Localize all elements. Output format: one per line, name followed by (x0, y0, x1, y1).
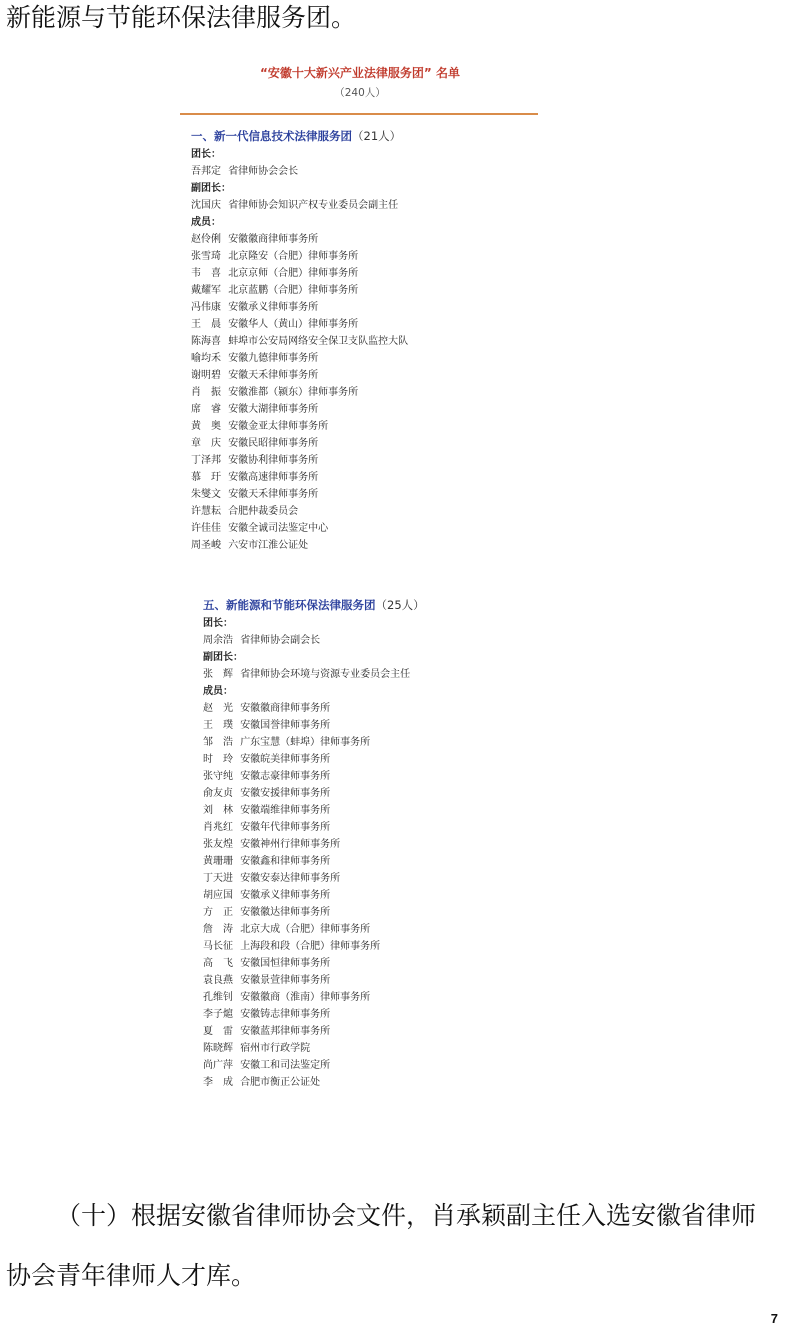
member-org: 安徽协利律师事务所 (228, 455, 319, 466)
member-name: 袁良燕 (203, 975, 233, 986)
member-org: 安徽志豪律师事务所 (240, 771, 331, 782)
member-entry (191, 248, 408, 265)
member-entry (203, 717, 425, 734)
member-name: 詹 涛 (203, 924, 233, 935)
member-org: 安徽九德律师事务所 (228, 353, 319, 364)
member-org: 安徽全诚司法鉴定中心 (228, 523, 329, 534)
member-name: 王 晨 (191, 319, 221, 330)
member-org: 安徽徽商（淮南）律师事务所 (240, 992, 371, 1003)
member-name: 喻均禾 (191, 353, 221, 364)
member-entry (203, 785, 425, 802)
deputy-label: 副团长： (191, 183, 231, 194)
deputy-entry: 沈国庆 省律师协会知识产权专业委员会副主任 (191, 200, 399, 211)
member-list (191, 231, 408, 554)
member-org: 安徽工和司法鉴定所 (240, 1060, 331, 1071)
member-entry (203, 972, 425, 989)
member-name: 席 睿 (191, 404, 221, 415)
member-entry (191, 231, 408, 248)
member-entry (203, 921, 425, 938)
member-entry (203, 938, 425, 955)
leader-label: 团长： (191, 149, 221, 160)
member-name: 尚广萍 (203, 1060, 233, 1071)
member-entry (191, 503, 408, 520)
member-name: 冯伟康 (191, 302, 221, 313)
member-entry (203, 734, 425, 751)
member-name: 韦 喜 (191, 268, 221, 279)
members-label: 成员： (191, 217, 221, 228)
member-name: 丁天进 (203, 873, 233, 884)
section-new-energy (203, 596, 425, 1091)
member-name: 许慧耘 (191, 506, 221, 517)
member-org: 安徽徽商律师事务所 (228, 234, 319, 245)
member-entry (191, 384, 408, 401)
deputy-label: 副团长： (203, 652, 243, 663)
member-org: 安徽鑫和律师事务所 (240, 856, 331, 867)
figure-total-count: （240人） (334, 87, 386, 99)
member-org: 六安市江淮公证处 (228, 540, 309, 551)
member-entry (191, 265, 408, 282)
member-org: 安徽安援律师事务所 (240, 788, 331, 799)
member-name: 马长征 (203, 941, 233, 952)
deputy-entry: 张 辉 省律师协会环境与资源专业委员会主任 (203, 669, 411, 680)
member-entry (191, 316, 408, 333)
member-name: 夏 雷 (203, 1026, 233, 1037)
member-name: 李 成 (203, 1077, 233, 1088)
member-name: 肖 振 (191, 387, 221, 398)
member-name: 周圣峻 (191, 540, 221, 551)
member-org: 安徽皖美律师事务所 (240, 754, 331, 765)
member-list (203, 700, 425, 1091)
member-entry (191, 537, 408, 554)
member-name: 张雪琦 (191, 251, 221, 262)
member-org: 北京京师（合肥）律师事务所 (228, 268, 359, 279)
member-entry (203, 700, 425, 717)
member-org: 安徽安泰达律师事务所 (240, 873, 341, 884)
member-org: 安徽蓝邦律师事务所 (240, 1026, 331, 1037)
member-name: 刘 林 (203, 805, 233, 816)
member-org: 安徽国恒律师事务所 (240, 958, 331, 969)
member-entry (203, 751, 425, 768)
member-entry (203, 989, 425, 1006)
member-name: 胡应国 (203, 890, 233, 901)
member-name: 许佳佳 (191, 523, 221, 534)
member-entry (203, 1040, 425, 1057)
member-org: 安徽华人（黄山）律师事务所 (228, 319, 359, 330)
section-info-tech (191, 127, 408, 554)
member-name: 孔维钊 (203, 992, 233, 1003)
figure-divider (180, 113, 538, 115)
member-name: 慕 玗 (191, 472, 221, 483)
member-entry (203, 836, 425, 853)
member-name: 陈晓辉 (203, 1043, 233, 1054)
member-org: 安徽承义律师事务所 (228, 302, 319, 313)
figure-title: “安徽十大新兴产业法律服务团” 名单 (260, 66, 460, 80)
member-org: 安徽淮都（颍东）律师事务所 (228, 387, 359, 398)
member-entry (191, 350, 408, 367)
member-org: 安徽徽达律师事务所 (240, 907, 331, 918)
member-entry (191, 299, 408, 316)
member-name: 时 玲 (203, 754, 233, 765)
leader-label: 团长： (203, 618, 233, 629)
member-org: 上海段和段（合肥）律师事务所 (240, 941, 381, 952)
member-name: 赵 光 (203, 703, 233, 714)
member-org: 蚌埠市公安局网络安全保卫支队监控大队 (228, 336, 409, 347)
member-entry (203, 853, 425, 870)
member-org: 安徽金亚太律师事务所 (228, 421, 329, 432)
member-org: 安徽大湖律师事务所 (228, 404, 319, 415)
member-entry (191, 418, 408, 435)
member-org: 北京大成（合肥）律师事务所 (240, 924, 371, 935)
member-entry (203, 955, 425, 972)
member-entry (203, 1057, 425, 1074)
member-name: 张友煌 (203, 839, 233, 850)
member-name: 俞友贞 (203, 788, 233, 799)
member-org: 广东宝慧（蚌埠）律师事务所 (240, 737, 371, 748)
member-entry (203, 887, 425, 904)
member-org: 安徽铸志律师事务所 (240, 1009, 331, 1020)
member-entry (191, 367, 408, 384)
member-name: 陈海喜 (191, 336, 221, 347)
member-org: 北京隆安（合肥）律师事务所 (228, 251, 359, 262)
member-org: 安徽民昭律师事务所 (228, 438, 319, 449)
member-name: 方 正 (203, 907, 233, 918)
member-entry (191, 282, 408, 299)
page-number: 7 (770, 1311, 778, 1326)
member-org: 宿州市行政学院 (240, 1043, 311, 1054)
member-name: 高 飞 (203, 958, 233, 969)
intro-text: 新能源与节能环保法律服务团。 (6, 3, 357, 32)
member-entry (203, 870, 425, 887)
member-org: 安徽神州行律师事务所 (240, 839, 341, 850)
member-entry (191, 333, 408, 350)
member-org: 安徽天禾律师事务所 (228, 489, 319, 500)
member-org: 安徽高速律师事务所 (228, 472, 319, 483)
member-name: 朱燮文 (191, 489, 221, 500)
member-entry (203, 768, 425, 785)
member-name: 张守纯 (203, 771, 233, 782)
member-org: 安徽国誉律师事务所 (240, 720, 331, 731)
member-name: 谢明碧 (191, 370, 221, 381)
member-org: 安徽徽商律师事务所 (240, 703, 331, 714)
leader-entry: 周余浩 省律师协会副会长 (203, 635, 321, 646)
paragraph-10-line-1: （十）根据安徽省律师协会文件，肖承颖副主任入选安徽省律师 (56, 1201, 757, 1230)
member-name: 章 庆 (191, 438, 221, 449)
member-entry (203, 819, 425, 836)
member-name: 邹 浩 (203, 737, 233, 748)
member-entry (191, 469, 408, 486)
member-org: 合肥仲裁委员会 (228, 506, 299, 517)
member-org: 安徽年代律师事务所 (240, 822, 331, 833)
member-org: 安徽天禾律师事务所 (228, 370, 319, 381)
member-name: 赵伶俐 (191, 234, 221, 245)
member-entry (203, 1023, 425, 1040)
member-name: 戴耀军 (191, 285, 221, 296)
member-entry (203, 802, 425, 819)
member-org: 安徽承义律师事务所 (240, 890, 331, 901)
member-org: 安徽端维律师事务所 (240, 805, 331, 816)
member-name: 黄 奥 (191, 421, 221, 432)
member-org: 合肥市衡正公证处 (240, 1077, 321, 1088)
member-name: 丁泽邦 (191, 455, 221, 466)
member-entry (191, 486, 408, 503)
members-label: 成员： (203, 686, 233, 697)
member-entry (191, 452, 408, 469)
member-name: 李子熩 (203, 1009, 233, 1020)
section-title: 五、新能源和节能环保法律服务团（25人） (203, 598, 425, 612)
paragraph-10-line-2: 协会青年律师人才库。 (6, 1261, 257, 1290)
member-name: 肖兆红 (203, 822, 233, 833)
member-entry (191, 520, 408, 537)
member-org: 北京蓝鹏（合肥）律师事务所 (228, 285, 359, 296)
member-name: 黄珊珊 (203, 856, 233, 867)
section-title: 一、新一代信息技术法律服务团（21人） (191, 129, 402, 143)
member-entry (203, 904, 425, 921)
member-name: 王 璞 (203, 720, 233, 731)
member-entry (191, 401, 408, 418)
member-entry (203, 1006, 425, 1023)
member-entry (191, 435, 408, 452)
leader-entry: 吾邦定 省律师协会会长 (191, 166, 299, 177)
member-org: 安徽景萱律师事务所 (240, 975, 331, 986)
member-entry (203, 1074, 425, 1091)
